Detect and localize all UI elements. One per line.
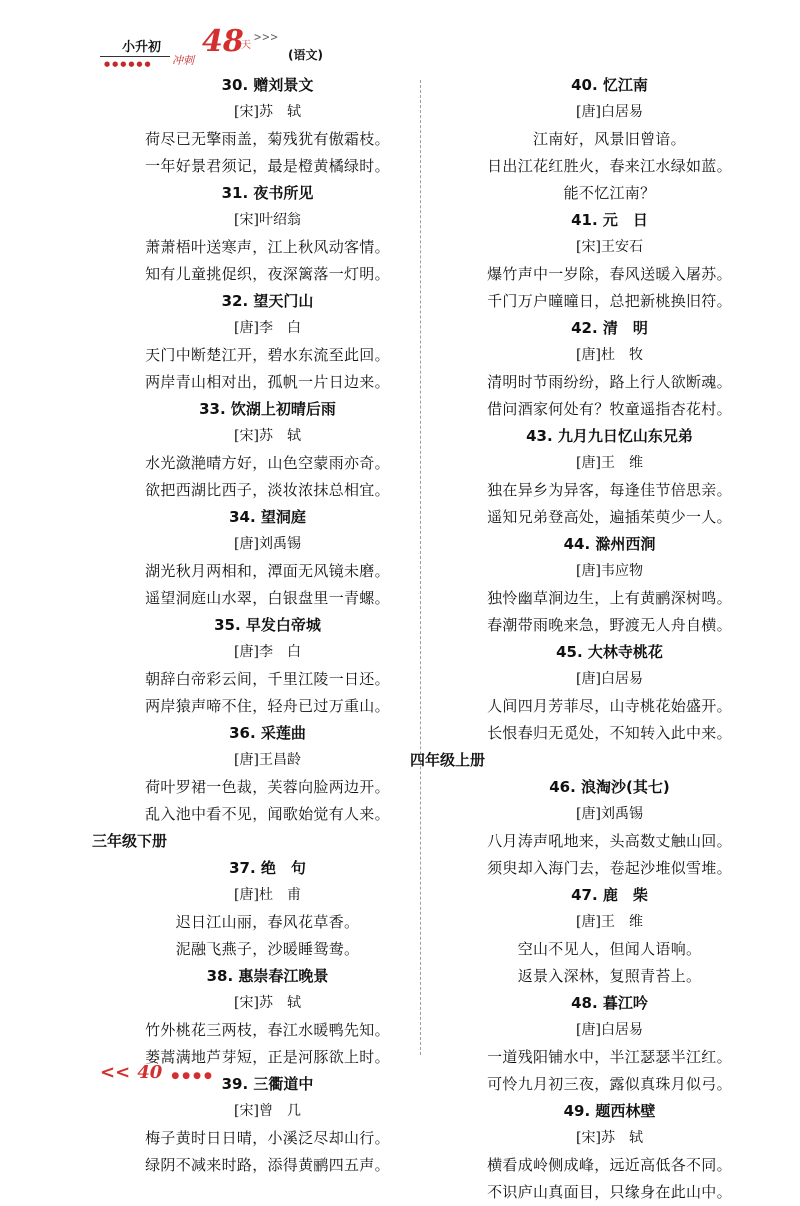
poem-line: 江南好，风景旧曾谙。 [532, 130, 686, 148]
poem-line: 不识庐山真面目，只缘身在此山中。 [487, 1183, 732, 1201]
subject-label: (语文) [288, 48, 323, 62]
poem-author: [宋]苏 轼 [576, 1130, 643, 1146]
poem-line: 可怜九月初三夜，露似真珠月似弓。 [487, 1075, 732, 1093]
footer-arrows-icon: << [100, 1062, 131, 1083]
poem-line: 借问酒家何处有？牧童遥指杏花村。 [487, 400, 732, 418]
footer-dots-icon: ●●●● [171, 1071, 215, 1081]
header-rule [100, 56, 170, 57]
running-header [100, 24, 350, 68]
poem-line: 泥融飞燕子，沙暖睡鸳鸯。 [175, 940, 360, 958]
poem-line: 迟日江山丽，春风花草香。 [175, 913, 360, 931]
poem-line: 两岸青山相对出，孤帆一片日边来。 [145, 373, 390, 391]
poem-title: 45. 大林寺桃花 [556, 643, 663, 661]
poem-line: 空山不见人，但闻人语响。 [517, 940, 702, 958]
poem-line: 遥望洞庭山水翠，白银盘里一青螺。 [145, 589, 390, 607]
poem-author: [宋]叶绍翁 [234, 212, 301, 228]
poem-title: 48. 暮江吟 [571, 994, 648, 1012]
poem-title: 42. 清 明 [571, 319, 648, 337]
poem-title: 33. 饮湖上初晴后雨 [199, 400, 336, 418]
poem-line: 两岸猿声啼不住，轻舟已过万重山。 [145, 697, 390, 715]
poem-author: [唐]王 维 [576, 914, 643, 930]
poem-author: [唐]刘禹锡 [234, 536, 301, 552]
poem-line: 欲把西湖比西子，淡妆浓抹总相宜。 [145, 481, 390, 499]
poem-line: 梅子黄时日日晴，小溪泛尽却山行。 [145, 1129, 390, 1147]
poem-line: 长恨春归无觅处，不知转入此中来。 [487, 724, 732, 742]
poem-author: [唐]王昌龄 [234, 752, 301, 768]
poem-line: 萧萧梧叶送寒声，江上秋风动客情。 [145, 238, 390, 256]
header-arrows-icon: >>> [254, 30, 279, 44]
series-number: 48 [202, 24, 244, 59]
series-day-unit: 天 [241, 40, 251, 51]
poem-title: 38. 惠崇春江晚景 [206, 967, 329, 985]
poem-line: 一道残阳铺水中，半江瑟瑟半江红。 [487, 1048, 732, 1066]
left-column [92, 72, 415, 1179]
poem-title: 31. 夜书所见 [221, 184, 314, 202]
poem-author: [唐]王 维 [576, 455, 643, 471]
poem-line: 朝辞白帝彩云间，千里江陵一日还。 [145, 670, 390, 688]
column-divider [420, 80, 421, 1055]
poem-author: [宋]苏 轼 [234, 428, 301, 444]
poem-title: 36. 采莲曲 [229, 724, 306, 742]
poem-line: 遥知兄弟登高处，遍插茱萸少一人。 [487, 508, 732, 526]
poem-line: 绿阴不减来时路，添得黄鹂四五声。 [145, 1156, 390, 1174]
poem-line: 人间四月芳菲尽，山寺桃花始盛开。 [487, 697, 732, 715]
poem-line: 水光潋滟晴方好，山色空蒙雨亦奇。 [145, 454, 390, 472]
poem-title: 46. 浪淘沙(其七) [549, 778, 670, 796]
poem-author: [唐]韦应物 [576, 563, 643, 579]
poem-line: 荷叶罗裙一色裁，芙蓉向脸两边开。 [145, 778, 390, 796]
poem-author: [唐]白居易 [576, 1022, 643, 1038]
poem-line: 爆竹声中一岁除，春风送暖入屠苏。 [487, 265, 732, 283]
poem-line: 须臾却入海门去，卷起沙堆似雪堆。 [487, 859, 732, 877]
series-title: 小升初 [122, 40, 162, 55]
poem-title: 49. 题西林壁 [563, 1102, 656, 1120]
section-heading: 三年级下册 [92, 832, 168, 850]
poem-title: 43. 九月九日忆山东兄弟 [526, 427, 693, 445]
poem-author: [唐]白居易 [576, 671, 643, 687]
page-number: 40 [137, 1062, 163, 1083]
poem-line: 春潮带雨晚来急，野渡无人舟自横。 [487, 616, 732, 634]
poem-author: [唐]李 白 [234, 320, 301, 336]
poem-author: [唐]李 白 [234, 644, 301, 660]
right-column [410, 72, 757, 1206]
poem-line: 乱入池中看不见，闻歌始觉有人来。 [145, 805, 390, 823]
poem-title: 41. 元 日 [571, 211, 648, 229]
poem-line: 天门中断楚江开，碧水东流至此回。 [145, 346, 390, 364]
poem-title: 37. 绝 句 [229, 859, 306, 877]
poem-title: 35. 早发白帝城 [214, 616, 321, 634]
poem-title: 47. 鹿 柴 [571, 886, 648, 904]
poem-line: 竹外桃花三两枝，春江水暖鸭先知。 [145, 1021, 390, 1039]
poem-author: [唐]白居易 [576, 104, 643, 120]
poem-line: 蒌蒿满地芦芽短，正是河豚欲上时。 [145, 1048, 390, 1066]
poem-line: 荷尽已无擎雨盖，菊残犹有傲霜枝。 [145, 130, 390, 148]
poem-line: 千门万户曈曈日，总把新桃换旧符。 [487, 292, 732, 310]
poem-line: 独怜幽草涧边生，上有黄鹂深树鸣。 [487, 589, 732, 607]
poem-line: 返景入深林，复照青苔上。 [517, 967, 702, 985]
poem-author: [宋]苏 轼 [234, 104, 301, 120]
page-footer [100, 1062, 215, 1086]
poem-line: 知有儿童挑促织，夜深篱落一灯明。 [145, 265, 390, 283]
poem-line: 横看成岭侧成峰，远近高低各不同。 [487, 1156, 732, 1174]
poem-title: 39. 三衢道中 [221, 1075, 314, 1093]
poem-author: [唐]杜 牧 [576, 347, 643, 363]
series-subtitle: 冲刺 [172, 54, 194, 67]
poem-title: 32. 望天门山 [221, 292, 314, 310]
poem-author: [唐]杜 甫 [234, 887, 301, 903]
poem-title: 44. 滁州西涧 [563, 535, 656, 553]
poem-title: 34. 望洞庭 [229, 508, 306, 526]
poem-author: [宋]王安石 [576, 239, 643, 255]
poem-line: 湖光秋月两相和，潭面无风镜未磨。 [145, 562, 390, 580]
header-dots-icon: ●●●●●● [104, 60, 153, 68]
section-heading: 四年级上册 [410, 751, 486, 769]
poem-author: [宋]苏 轼 [234, 995, 301, 1011]
poem-line: 能不忆江南？ [563, 184, 656, 202]
poem-author: [宋]曾 几 [234, 1103, 301, 1119]
poem-title: 30. 赠刘景文 [221, 76, 314, 94]
poem-line: 日出江花红胜火，春来江水绿如蓝。 [487, 157, 732, 175]
poem-line: 一年好景君须记，最是橙黄橘绿时。 [145, 157, 390, 175]
poem-line: 独在异乡为异客，每逢佳节倍思亲。 [487, 481, 732, 499]
poem-author: [唐]刘禹锡 [576, 806, 643, 822]
poem-line: 八月涛声吼地来，头高数丈触山回。 [487, 832, 732, 850]
poem-line: 清明时节雨纷纷，路上行人欲断魂。 [487, 373, 732, 391]
poem-title: 40. 忆江南 [571, 76, 648, 94]
